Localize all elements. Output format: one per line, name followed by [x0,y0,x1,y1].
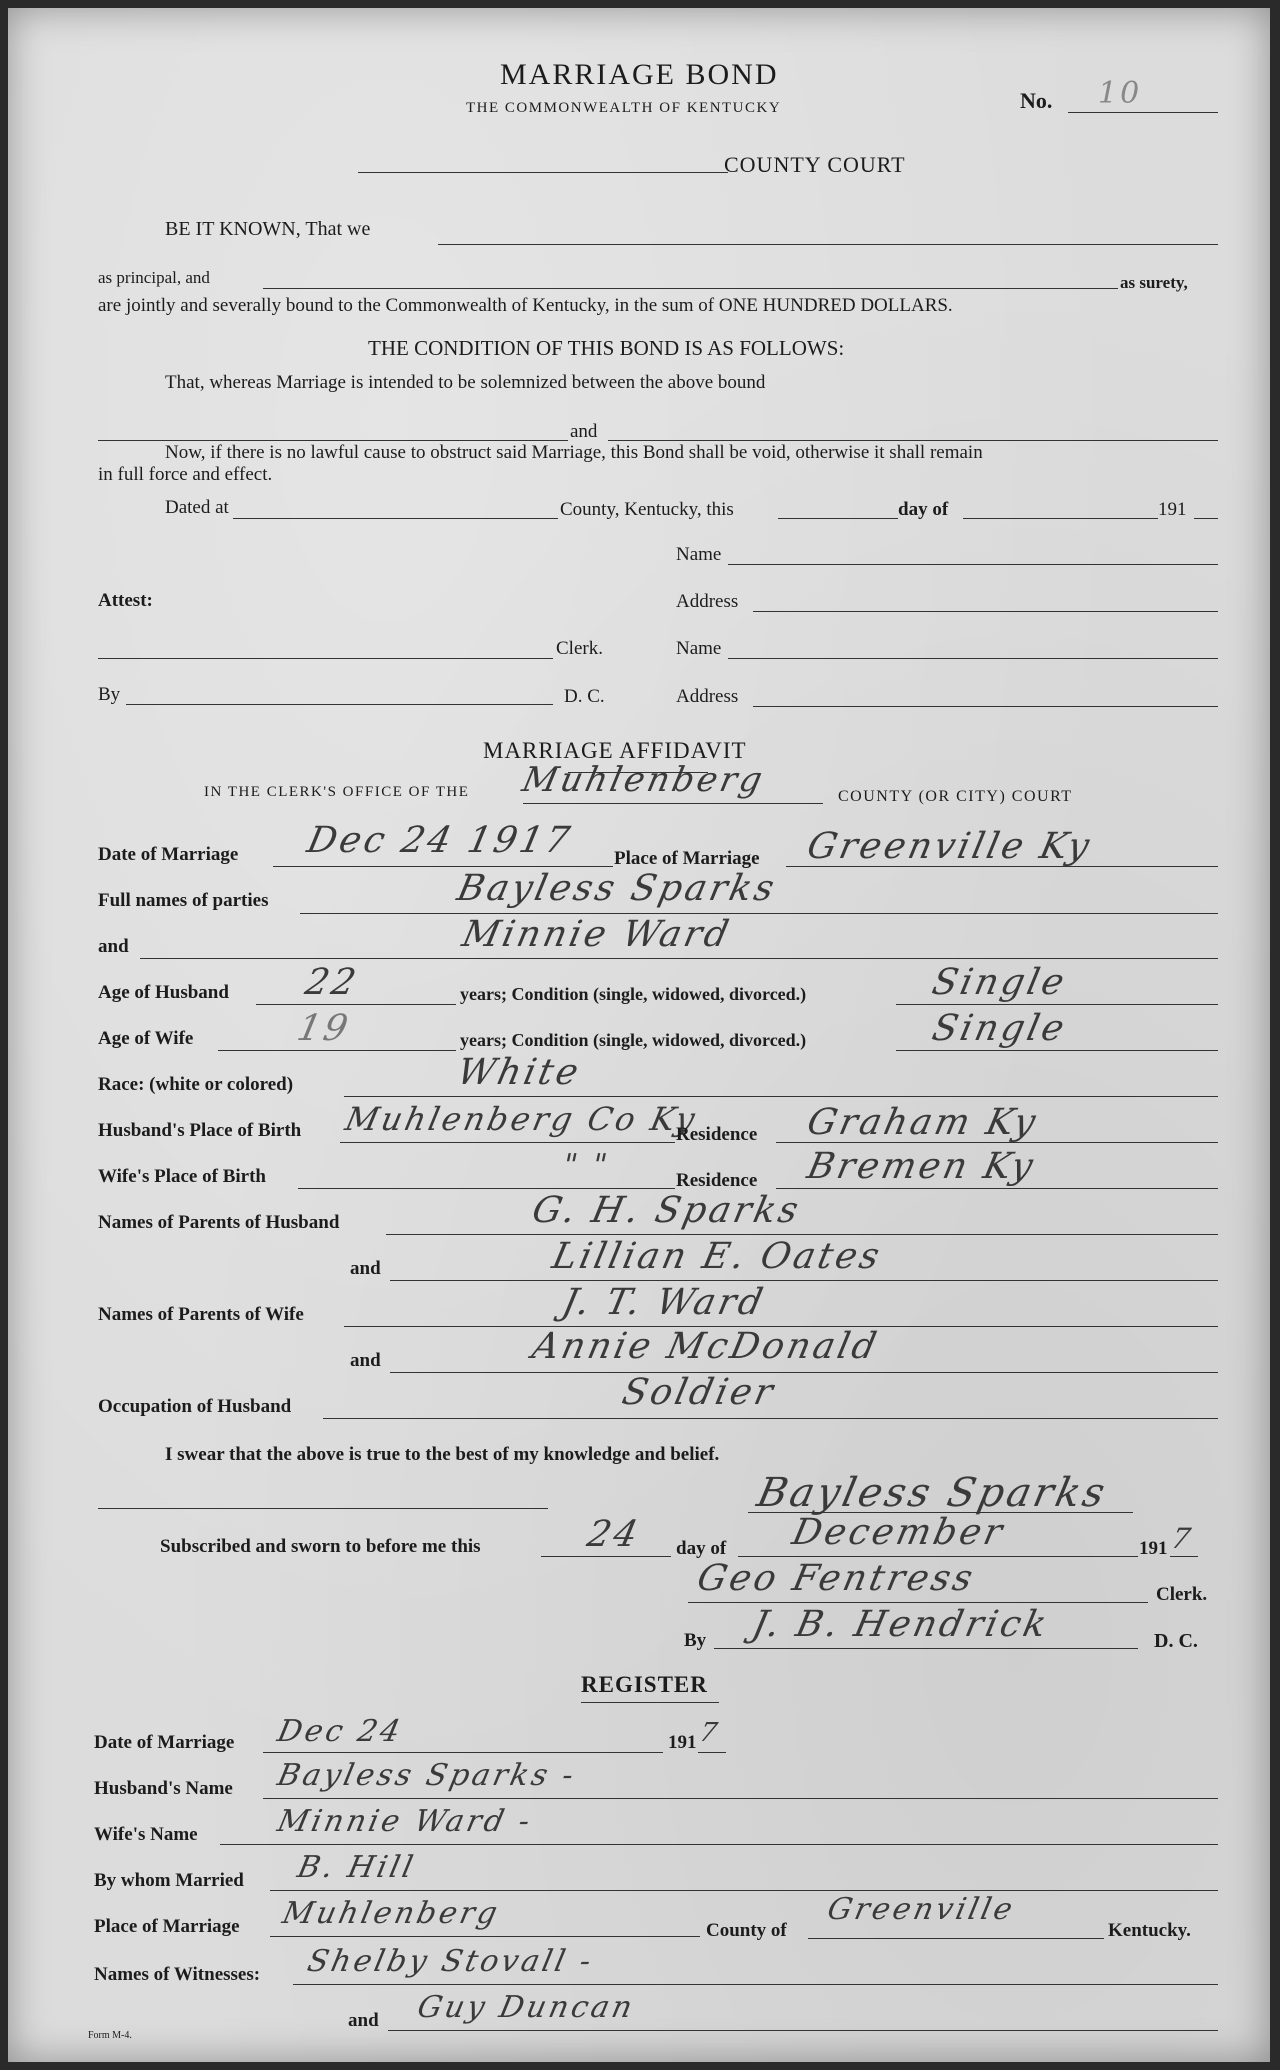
affidavit-dc-label: D. C. [1154,1630,1198,1652]
parent-husband-2: Lillian E. Oates [548,1236,886,1277]
bond-address-1-line [753,611,1218,612]
dc-signature-line [714,1648,1138,1649]
register-year-line [698,1752,726,1753]
bond-address-1: Address [676,591,739,612]
bond-name-1-line [728,564,1218,565]
condition-wife: Single [928,1008,1071,1049]
register-kentucky: Kentucky. [1108,1920,1191,1941]
bond-day-of: day of [898,499,949,520]
parent-husband-1: G. H. Sparks [528,1190,805,1231]
sworn-day-line [541,1556,671,1557]
residence-label-husband: Residence [676,1124,758,1145]
place-of-marriage-label: Place of Marriage [614,848,760,869]
surety-line [263,288,1118,289]
affidavit-by-label: By [684,1630,707,1651]
bond-number-line [1068,112,1218,113]
register-year-suffix: 7 [696,1718,723,1748]
age-husband: 22 [301,962,363,1003]
register-witness-2: Guy Duncan [414,1990,639,2025]
bond-by: By [98,684,121,705]
residence-label-wife: Residence [676,1170,758,1191]
party-2-line [140,958,1218,959]
register-place: Muhlenberg [279,1896,504,1931]
bond-name-2: Name [676,638,722,659]
bond-and: and [570,421,598,442]
race-label: Race: (white or colored) [98,1074,294,1095]
bond-year: 191 [1158,499,1187,520]
as-surety: as surety, [1120,273,1188,292]
register-title-underline [581,1702,719,1703]
register-witnesses-label: Names of Witnesses: [94,1964,261,1985]
be-it-known-line [438,244,1218,245]
wife-birth: " " [559,1148,613,1183]
and-label-parents-husband: and [350,1258,381,1279]
jointly-bound: are jointly and severally bound to the Commonwealth of Kentucky, in the sum of ONE HUNDRED DOLLARS. [98,295,953,316]
register-place-line [270,1936,700,1937]
sworn-month-line [738,1556,1138,1557]
bond-address-2-line [753,706,1218,707]
clerk-signature-line [688,1602,1148,1603]
parent-w2-line [390,1372,1218,1373]
wife-birth-line [298,1188,675,1189]
bond-year-line [1194,518,1218,519]
register-wife: Minnie Ward - [274,1804,536,1839]
bond-name-2-line [728,658,1218,659]
as-principal: as principal, and [98,268,210,287]
register-witness-2-line [388,2030,1218,2031]
party-2-name: Minnie Ward [458,914,735,955]
swear-blank-line [98,1508,548,1509]
register-witness-1: Shelby Stovall - [304,1944,598,1979]
month-line [963,518,1158,519]
register-date: Dec 24 [274,1714,407,1749]
register-title: REGISTER [581,1672,708,1697]
bond-title: MARRIAGE BOND [500,58,779,91]
bond-number-value: 10 [1098,76,1143,111]
party-line-2 [608,440,1218,441]
bond-number-label: No. [1020,88,1053,113]
register-county: Greenville [824,1892,1019,1927]
condition-heading: THE CONDITION OF THIS BOND IS AS FOLLOWS: [368,336,845,360]
county-court-line [358,172,728,173]
attest-clerk-line [98,658,553,659]
register-by-whom-line [270,1890,1218,1891]
affidavit-county-line [523,803,823,804]
wife-birth-label: Wife's Place of Birth [98,1166,266,1187]
register-and-label: and [348,2010,379,2031]
county-ky-this: County, Kentucky, this [560,499,734,520]
dc-signature: J. B. Hendrick [748,1604,1053,1645]
register-husband-label: Husband's Name [94,1778,233,1799]
affidavit-county-court: COUNTY (OR CITY) COURT [838,788,1073,805]
register-husband: Bayless Sparks - [274,1758,580,1793]
sworn-year-suffix: 7 [1168,1522,1197,1555]
husband-birth-label: Husband's Place of Birth [98,1120,302,1141]
sworn-month: December [788,1512,1009,1553]
bond-clerk: Clerk. [556,638,603,659]
years-condition-husband: years; Condition (single, widowed, divorced.) [460,984,807,1004]
age-wife-label: Age of Wife [98,1028,194,1049]
now-text-2: in full force and effect. [98,464,273,485]
husband-birth-line [340,1142,675,1143]
parents-husband-label: Names of Parents of Husband [98,1212,340,1233]
affiant-signature: Bayless Sparks [753,1470,1112,1516]
clerk-signature: Geo Fentress [693,1558,979,1599]
parent-wife-1: J. T. Ward [558,1282,770,1323]
condition-husband-line [896,1004,1218,1005]
race-value: White [453,1052,585,1093]
register-date-line [263,1752,663,1753]
place-of-marriage: Greenville Ky [803,826,1096,867]
register-place-label: Place of Marriage [94,1916,240,1937]
parent-h2-line [390,1280,1218,1281]
date-of-marriage-label: Date of Marriage [98,844,239,865]
occupation-label: Occupation of Husband [98,1396,292,1417]
age-husband-line [256,1004,456,1005]
years-condition-wife: years; Condition (single, widowed, divorced.) [460,1030,807,1050]
register-year-prefix: 191 [668,1732,697,1753]
affidavit-title: MARRIAGE AFFIDAVIT [483,738,747,763]
register-wife-line [220,1844,1218,1845]
dated-at: Dated at [165,497,229,518]
wife-residence-line [776,1188,1218,1189]
bond-subtitle: THE COMMONWEALTH OF KENTUCKY [466,100,782,116]
occupation-line [323,1418,1218,1419]
and-label-parents-wife: and [350,1350,381,1371]
bond-by-line [126,704,553,705]
and-label-parties: and [98,936,129,957]
husband-birth: Muhlenberg Co Ky [341,1100,702,1138]
date-of-marriage-line [273,866,613,867]
sworn-day: 24 [583,1514,645,1555]
now-text-1: Now, if there is no lawful cause to obstruct said Marriage, this Bond shall be void, otherwise it shall remain [165,442,983,463]
be-it-known: BE IT KNOWN, That we [165,218,371,240]
register-date-label: Date of Marriage [94,1732,235,1753]
full-names-line [300,913,1218,914]
clerks-office: IN THE CLERK'S OFFICE OF THE [204,784,470,800]
bond-county-court: COUNTY COURT [724,152,906,177]
sworn-year-prefix: 191 [1139,1538,1168,1559]
register-by-whom-label: By whom Married [94,1870,244,1891]
register-husband-line [263,1798,1218,1799]
register-witness-1-line [293,1984,1218,1985]
husband-residence: Graham Ky [803,1102,1042,1143]
whereas-text: That, whereas Marriage is intended to be solemnized between the above bound [165,372,766,393]
register-county-of-label: County of [706,1920,787,1941]
age-husband-label: Age of Husband [98,982,229,1003]
condition-husband: Single [928,962,1071,1003]
parent-wife-2: Annie McDonald [528,1326,883,1367]
bond-address-2: Address [676,686,739,707]
sworn-day-of: day of [676,1538,727,1559]
age-wife: 19 [293,1008,355,1049]
full-names-label: Full names of parties [98,890,269,911]
age-wife-line [218,1050,456,1051]
register-by-whom: B. Hill [294,1850,419,1885]
party-1-name: Bayless Sparks [453,868,781,909]
date-of-marriage: Dec 24 1917 [303,820,577,861]
form-number: Form M-4. [88,2030,132,2041]
marriage-bond-document [8,8,1270,2062]
race-line [344,1096,1218,1097]
bond-dc: D. C. [564,686,605,707]
party-line-1 [98,440,568,441]
parents-wife-label: Names of Parents of Wife [98,1304,304,1325]
affidavit-clerk-label: Clerk. [1156,1584,1208,1605]
affidavit-county-name: Muhlenberg [518,760,769,800]
this-day-line [778,518,898,519]
parent-h1-line [386,1234,1218,1235]
attest-label: Attest: [98,590,153,611]
swear-statement: I swear that the above is true to the best of my knowledge and belief. [165,1444,720,1465]
subscribed-text: Subscribed and sworn to before me this [160,1536,481,1557]
dated-at-line [233,518,558,519]
register-wife-label: Wife's Name [94,1824,198,1845]
condition-wife-line [896,1050,1218,1051]
sworn-year-line [1170,1556,1198,1557]
bond-name-1: Name [676,544,722,565]
occupation-value: Soldier [618,1372,780,1413]
register-county-line [808,1938,1104,1939]
wife-residence: Bremen Ky [803,1146,1040,1187]
